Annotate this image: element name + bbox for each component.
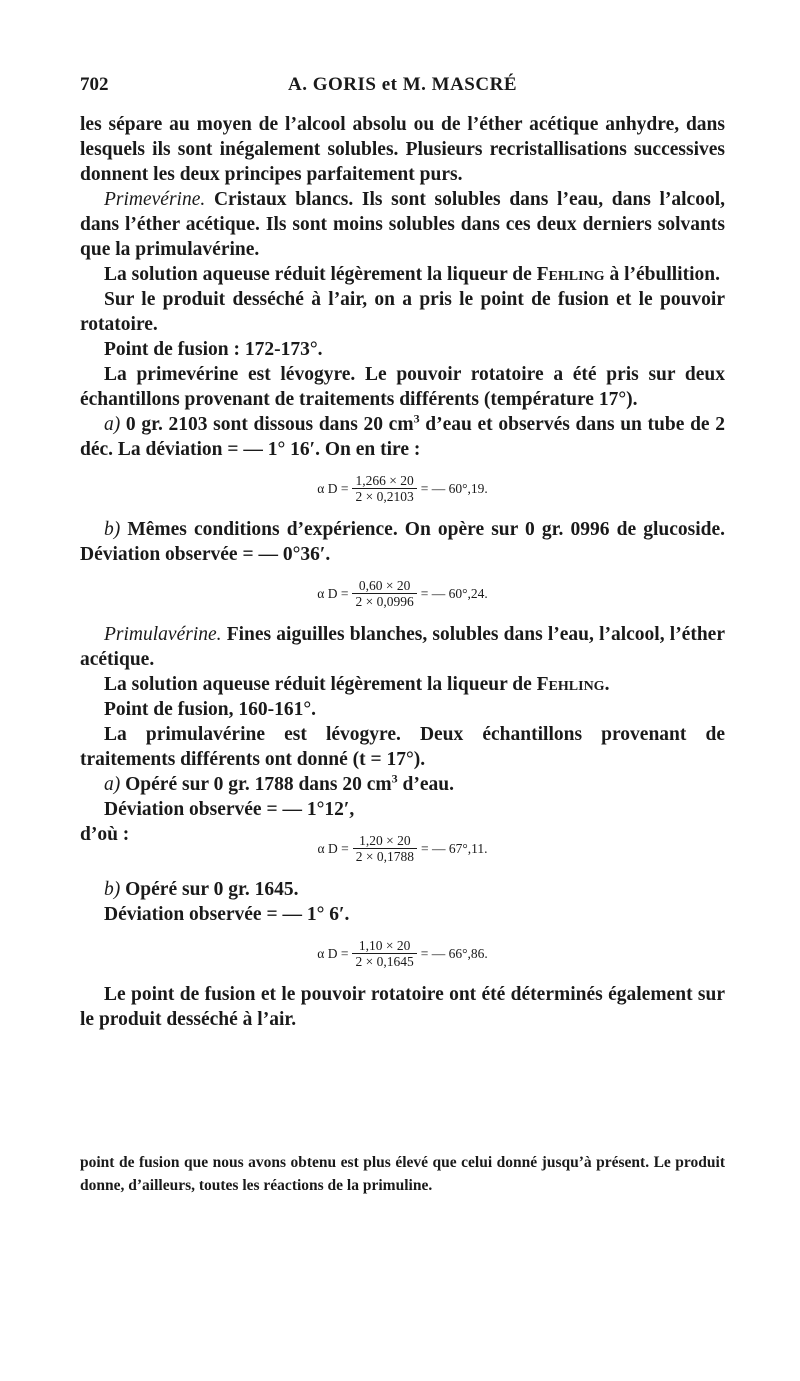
paragraph-levogyre-2 <box>80 722 725 772</box>
paragraph-deviation-1 <box>80 797 725 822</box>
paragraph-text: Cristaux blancs. Ils sont solubles dans l’eau, dans l’alcool, dans l’éther acétique. Ils sont moins solubles dans ces deux derniers solvants que la primulavérine. <box>80 189 725 260</box>
formula-3 <box>80 833 725 864</box>
numerator: 1,266 × 20 <box>355 473 414 488</box>
paragraph-sample-b-2 <box>80 877 725 902</box>
superscript: 3 <box>391 771 398 786</box>
fraction <box>352 938 416 969</box>
paragraph-text: Fines aiguilles blanches, solubles dans l’eau, l’alcool, l’éther acétique. <box>80 624 725 670</box>
formula-lhs: α D = <box>317 586 349 601</box>
paragraph-text: Point de fusion : 172-173°. <box>104 339 323 360</box>
footnote <box>80 1151 725 1197</box>
page-number: 702 <box>80 74 109 95</box>
paragraph-fehling-1 <box>80 262 725 287</box>
paragraph-text: Déviation observée = — 1° 6′. <box>104 904 350 925</box>
fraction <box>352 578 416 609</box>
paragraph-text: La primevérine est lévogyre. Le pouvoir rotatoire a été pris sur deux échantillons provenant de traitements différents (température 17°). <box>80 364 725 410</box>
numerator: 1,20 × 20 <box>359 833 411 848</box>
paragraph-text: d’où : <box>80 824 130 845</box>
paragraph-text: les sépare au moyen de l’alcool absolu ou de l’éther acétique anhydre, dans lesquels ils sont inégalement solubles. Plusieurs recristallisations successives donnent les deux principes parfaitement purs. <box>80 114 725 185</box>
section-term: Primulavérine. <box>104 624 222 645</box>
denominator: 2 × 0,0996 <box>355 594 414 609</box>
formula-2 <box>80 578 725 609</box>
paragraph-text: Sur le produit desséché à l’air, on a pris le point de fusion et le pouvoir rotatoire. <box>80 289 725 335</box>
paragraph-text: d’eau. <box>397 774 454 795</box>
formula-result: = — 60°,24. <box>420 586 488 601</box>
paragraph-levogyre-1 <box>80 362 725 412</box>
section-term: Primevérine. <box>104 189 206 210</box>
paragraph-sample-a-2 <box>80 772 725 797</box>
denominator: 2 × 0,1788 <box>355 849 414 864</box>
reagent-name: Fehling <box>536 264 605 285</box>
paragraph-text: Déviation observée = — 1°12′, <box>104 799 355 820</box>
paragraph-continuation <box>80 112 725 187</box>
paragraph-text: Le point de fusion et le pouvoir rotatoire ont été déterminés également sur le produit desséché à l’air. <box>80 984 725 1030</box>
formula-result: = — 67°,11. <box>420 841 488 856</box>
paragraph-fehling-2 <box>80 672 725 697</box>
paragraph-text: La primulavérine est lévogyre. Deux échantillons provenant de traitements différents ont donné (t = 17°). <box>80 724 725 770</box>
paragraph-text: Opéré sur 0 gr. 1788 dans 20 cm <box>120 774 392 795</box>
paragraph-text: Mêmes conditions d’expérience. On opère sur 0 gr. 0996 de glucoside. Déviation observée = — 0°36′. <box>80 519 725 565</box>
formula-result: = — 60°,19. <box>420 481 488 496</box>
paragraph-melting-point-1 <box>80 337 725 362</box>
paragraph-text: Opéré sur 0 gr. 1645. <box>120 879 299 900</box>
running-title: A. GORIS et M. MASCRÉ <box>288 74 517 95</box>
paragraph-deviation-2 <box>80 902 725 927</box>
item-marker: a) <box>104 774 121 795</box>
paragraph-text: à l’ébullition. <box>604 264 720 285</box>
paragraph-text: La solution aqueuse réduit légèrement la liqueur de <box>104 264 537 285</box>
paragraph-text: La solution aqueuse réduit légèrement la liqueur de <box>104 674 537 695</box>
running-header <box>80 74 725 102</box>
fraction <box>353 833 417 864</box>
denominator: 2 × 0,1645 <box>355 954 414 969</box>
formula-lhs: α D = <box>317 946 349 961</box>
fraction <box>352 473 416 504</box>
paragraph-text: 0 gr. 2103 sont dissous dans 20 cm <box>120 414 414 435</box>
paragraph-text: Point de fusion, 160-161°. <box>104 699 317 720</box>
item-marker: b) <box>104 879 121 900</box>
reagent-name: Fehling <box>536 674 605 695</box>
footnote-text: point de fusion que nous avons obtenu est plus élevé que celui donné jusqu’à présent. Le produit donne, d’ailleurs, toutes les réactions de la primuline. <box>80 1154 725 1194</box>
item-marker: a) <box>104 414 121 435</box>
paragraph-dried-product <box>80 287 725 337</box>
formula-4 <box>80 938 725 969</box>
paragraph-melting-point-2 <box>80 697 725 722</box>
paragraph-text: d’eau et observés dans un tube de 2 déc. La déviation = — 1° 16′. On en tire : <box>80 414 725 460</box>
numerator: 1,10 × 20 <box>358 938 411 953</box>
formula-lhs: α D = <box>317 481 349 496</box>
paragraph-text: . <box>604 674 610 695</box>
body-text <box>80 112 725 1032</box>
numerator: 0,60 × 20 <box>358 578 411 593</box>
paragraph-sample-a-1 <box>80 412 725 462</box>
formula-result: = — 66°,86. <box>420 946 488 961</box>
paragraph-conclusion <box>80 982 725 1032</box>
paragraph-sample-b-1 <box>80 517 725 567</box>
denominator: 2 × 0,2103 <box>355 489 414 504</box>
superscript: 3 <box>413 411 420 426</box>
paragraph-primulaverine <box>80 622 725 672</box>
paragraph-primeverine <box>80 187 725 262</box>
formula-lhs: α D = <box>317 841 349 856</box>
formula-1 <box>80 473 725 504</box>
item-marker: b) <box>104 519 121 540</box>
